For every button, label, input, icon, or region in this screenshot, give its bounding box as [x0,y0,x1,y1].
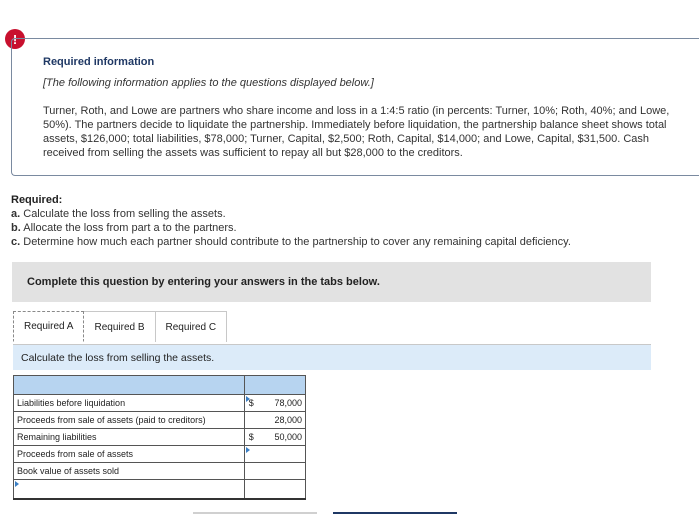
required-item-c: c. Determine how much each partner should contribute to the partnership to cover any remaining capital deficiency. [11,236,571,248]
exclamation-icon: ! [5,29,25,49]
info-subtitle: [The following information applies to the questions displayed below.] [43,77,374,89]
amount-input[interactable]: 28,000 [258,412,306,429]
currency-symbol: $ [245,429,258,446]
table-row [14,395,306,412]
required-heading: Required: [11,194,63,206]
next-button-edge[interactable] [333,512,457,514]
currency-symbol [245,412,258,429]
header-value-cell [258,376,306,395]
row-label: Remaining liabilities [14,429,245,446]
panel-instruction: Calculate the loss from selling the assets. [13,344,651,370]
currency-symbol [245,463,258,480]
currency-symbol: $ [245,395,258,412]
complete-question-bar: Complete this question by entering your answers in the tabs below. [12,262,651,302]
required-item-b: b. Allocate the loss from part a to the partners. [11,222,237,234]
row-label-input[interactable] [14,480,245,499]
row-label: Proceeds from sale of assets [14,446,245,463]
table-row [14,446,306,463]
required-item-a: a. Calculate the loss from selling the assets. [11,208,226,220]
currency-symbol [245,446,258,463]
amount-input[interactable] [258,480,306,499]
info-title: Required information [43,56,155,68]
table-row [14,480,306,499]
prev-button-edge[interactable] [193,512,317,514]
row-label: Liabilities before liquidation [14,395,245,412]
tab-required-b[interactable]: Required B [84,311,155,342]
amount-input[interactable] [258,463,306,480]
table-row [14,463,306,480]
amount-input[interactable] [258,446,306,463]
header-currency-cell [245,376,258,395]
required-list [11,193,571,249]
row-label: Proceeds from sale of assets (paid to creditors) [14,412,245,429]
row-label: Book value of assets sold [14,463,245,480]
answer-table [13,375,306,500]
header-label-cell [14,376,245,395]
info-body: Turner, Roth, and Lowe are partners who share income and loss in a 1:4:5 ratio (in percents: Turner, 10%; Roth, 40%; and Lowe, 50%). The partners decide to liquidate the partnership. Immediately before liquidation, the partnership balance sheet shows total assets, $126,000; total liabilities, $78,000; Turner, Capital, $2,500; Roth, Capital, $14,000; and Lowe, Capital, $31,500. Cash received from selling the assets was sufficient to repay all but $28,000 to the creditors. [43,105,670,159]
tab-bar [13,311,227,342]
currency-symbol [245,480,258,499]
table-row [14,412,306,429]
tab-required-c[interactable]: Required C [156,311,228,342]
table-row [14,429,306,446]
table-header-row [14,376,306,395]
amount-input[interactable]: 78,000 [258,395,306,412]
tab-required-a[interactable]: Required A [13,311,84,342]
amount-input[interactable]: 50,000 [258,429,306,446]
